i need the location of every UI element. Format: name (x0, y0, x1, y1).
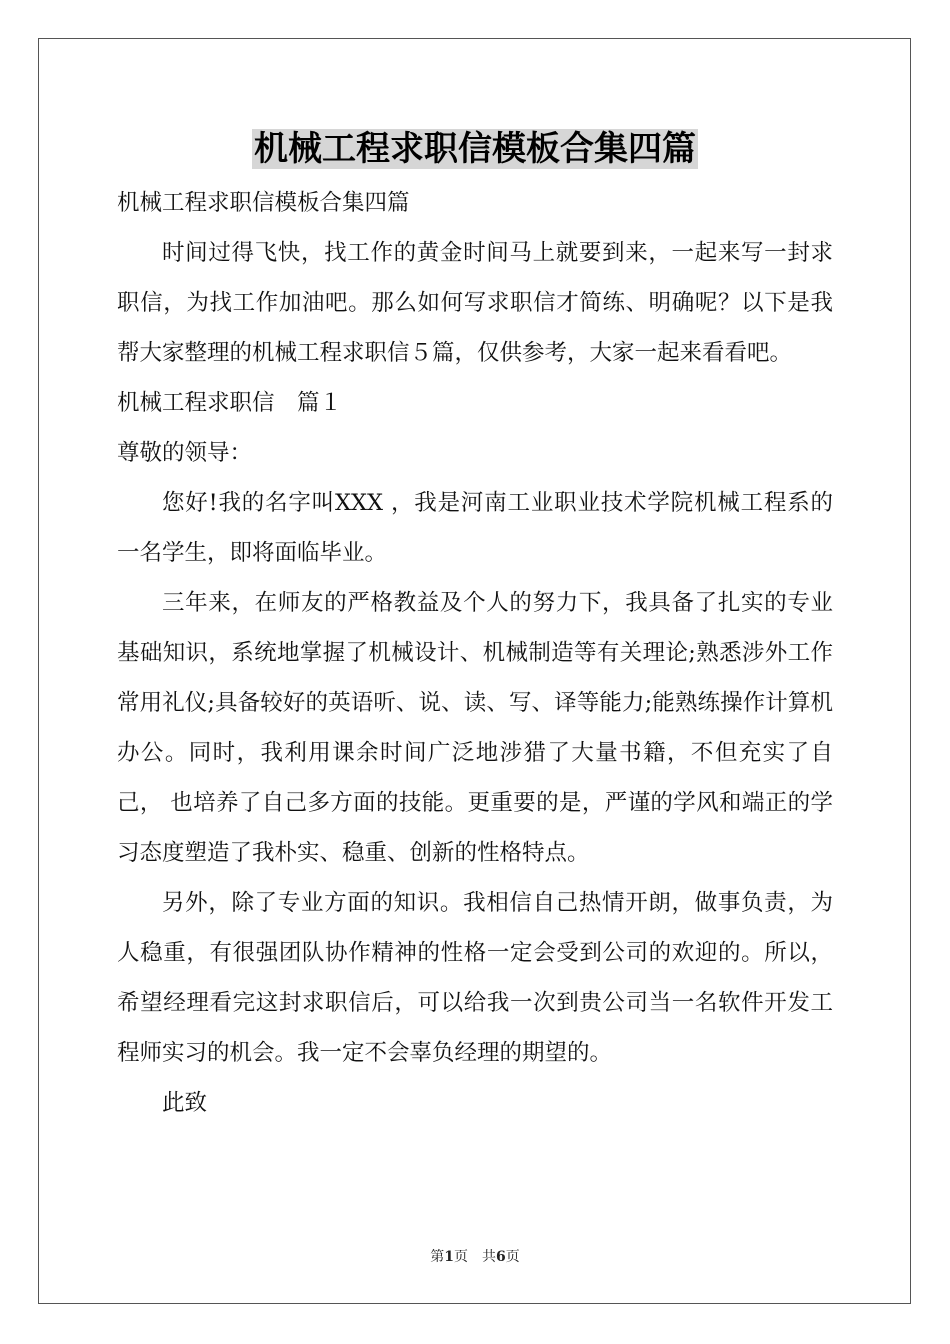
salutation: 尊敬的领导： (117, 440, 253, 466)
page-prefix: 第 (430, 1249, 445, 1265)
document-title (0, 125, 950, 173)
section-heading: 机械工程求职信 篇１ (117, 390, 343, 416)
intro-paragraph: 时间过得飞快，找工作的黄金时间马上就要到来，一起来写一封求职信，为找工作加油吧。那么如何写求职信才简练、明确呢？以下是我帮大家整理的机械工程求职信５篇，仅供参考，大家一起来看看吧。 (117, 240, 833, 366)
closing-line: 此致 (162, 1090, 208, 1116)
body-paragraph: 三年来，在师友的严格教益及个人的努力下，我具备了扎实的专业基础知识，系统地掌握了机械设计、机械制造等有关理论;熟悉涉外工作常用礼仪;具备较好的英语听、说、读、写、译等能力;能熟练操作计算机办公。同时，我利用课余时间广泛地涉猎了大量书籍，不但充实了自己， 也培养了自己多方面的技能。更重要的是，严谨的学风和端正的学习态度塑造了我朴实、稳重、创新的性格特点。 (117, 590, 833, 866)
page-current: 1 (444, 1249, 454, 1265)
document-subtitle: 机械工程求职信模板合集四篇 (117, 190, 410, 216)
body-paragraph: 您好!我的名字叫XXX ，我是河南工业职业技术学院机械工程系的一名学生，即将面临毕业。 (117, 490, 833, 566)
document-title-text: 机械工程求职信模板合集四篇 (254, 129, 696, 169)
page-suffix: 页 (505, 1249, 520, 1265)
body-paragraph: 另外，除了专业方面的知识。我相信自己热情开朗，做事负责，为人稳重，有很强团队协作精神的性格一定会受到公司的欢迎的。所以，希望经理看完这封求职信后，可以给我一次到贵公司当一名软件开发工程师实习的机会。我一定不会辜负经理的期望的。 (117, 890, 833, 1066)
page-footer (0, 1246, 950, 1266)
page-total: 6 (496, 1249, 506, 1265)
page-mid: 页 共 (454, 1249, 496, 1265)
document-body (117, 178, 833, 1128)
